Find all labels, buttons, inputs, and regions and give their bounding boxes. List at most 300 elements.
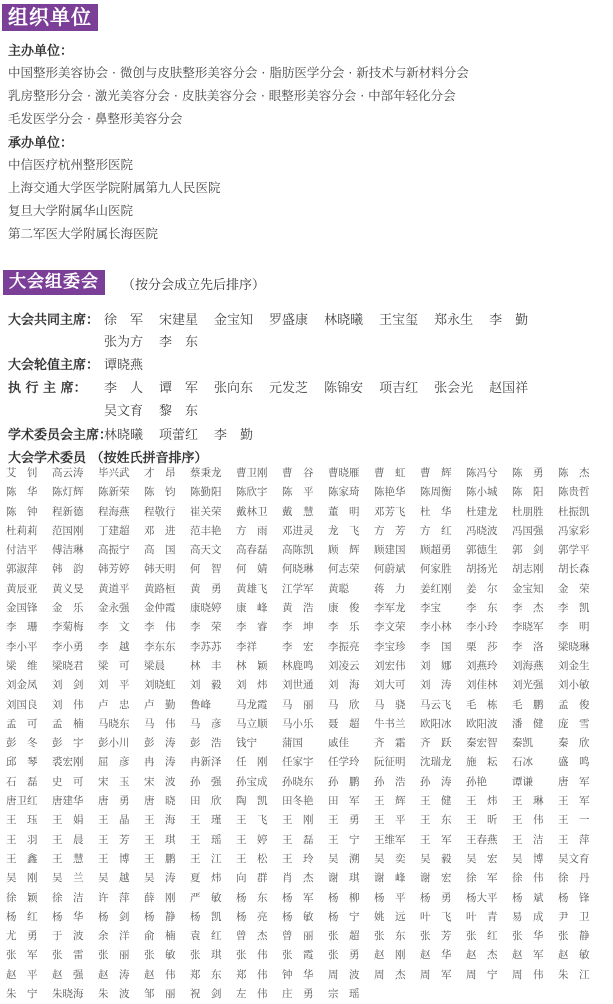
member-name: 齐 霜 [374, 737, 406, 750]
member-name: 张 琪 [190, 949, 222, 962]
member-name: 马 欣 [328, 698, 360, 711]
member-name: 李 东 [466, 602, 498, 615]
member-name: 高云涛 [52, 467, 84, 479]
member-name: 杨 锋 [558, 891, 590, 904]
members-grid [6, 464, 606, 1004]
member-name: 杨 敏 [282, 910, 314, 923]
member-name: 杜朋胜 [512, 505, 544, 518]
member-name: 卢 勤 [144, 698, 176, 711]
member-name: 周 波 [328, 968, 360, 981]
member-name: 陈 华 [6, 486, 38, 499]
co-chair-name: 张为方 [104, 335, 144, 350]
member-name: 吴 博 [512, 852, 544, 865]
member-name: 蒲国 [282, 737, 314, 750]
member-name: 杨 红 [6, 910, 38, 923]
member-name: 郭德生 [466, 544, 498, 557]
member-name: 邹 丽 [144, 988, 176, 1001]
member-name: 杨 凯 [190, 910, 222, 923]
member-name: 李小玲 [466, 621, 498, 634]
member-name: 李宝 [420, 602, 452, 615]
member-name: 林 颖 [236, 659, 268, 672]
member-name: 康 峰 [236, 602, 268, 615]
members-label-text: 大会学术委员 [8, 451, 87, 466]
member-name: 毕兴武 [98, 467, 130, 479]
member-name: 阮征明 [374, 756, 406, 769]
member-name: 夏 炜 [190, 872, 222, 885]
co-chair-name: 林晓曦 [324, 313, 364, 328]
member-name: 叶 飞 [420, 910, 452, 923]
member-name: 梁晓君 [52, 659, 84, 672]
executive-chair-name: 张会光 [434, 381, 474, 396]
member-name: 王 慧 [52, 852, 84, 865]
member-name: 朱 江 [558, 968, 590, 981]
member-name: 杨 亮 [236, 910, 268, 923]
member-name: 刘 炜 [236, 679, 268, 692]
member-name: 杜 华 [420, 505, 452, 518]
member-name: 龙 飞 [328, 524, 360, 537]
member-name: 孙艳 [466, 775, 487, 788]
member-name: 何 智 [190, 563, 222, 576]
member-name: 梁 可 [98, 659, 130, 672]
executive-chair-names [104, 377, 544, 396]
member-name: 刘大可 [374, 679, 406, 692]
member-name: 钱宁 [236, 737, 257, 750]
member-name: 冉新泽 [190, 756, 222, 769]
executive-chair-label: 执 行 主 席： [8, 381, 87, 396]
member-name: 史 可 [52, 775, 84, 788]
member-name: 陈 钧 [144, 486, 176, 499]
member-name: 丁建超 [98, 524, 130, 537]
member-name: 戴林卫 [236, 505, 268, 518]
member-name: 唐 勇 [98, 795, 130, 808]
member-name: 徐 颖 [6, 891, 38, 904]
member-name: 吴 刚 [6, 872, 38, 885]
member-name: 姜 尔 [466, 582, 498, 595]
member-name: 彭 浩 [190, 737, 222, 750]
member-name: 金永强 [98, 602, 130, 615]
co-chair-name: 罗盛康 [269, 313, 309, 328]
member-name: 孙 浩 [374, 775, 406, 788]
executive-chair-name: 谭 军 [159, 381, 199, 396]
member-name: 胡志刚 [512, 563, 544, 576]
member-name: 王 松 [236, 852, 268, 865]
undertake-line-4: 第二军医大学附属长海医院 [8, 226, 159, 241]
member-name: 张 勇 [328, 949, 360, 962]
member-name: 屈 彦 [98, 756, 130, 769]
member-name: 刘 娜 [420, 659, 452, 672]
member-name: 王 珏 [6, 814, 38, 827]
member-name: 杨 东 [236, 891, 268, 904]
member-name: 王 婷 [236, 833, 268, 846]
member-name: 于 波 [52, 930, 84, 943]
executive-chair-name: 项吉红 [379, 381, 419, 396]
member-name: 张 静 [558, 930, 590, 943]
member-name: 陈欣宇 [236, 486, 268, 499]
member-name: 彭 宇 [52, 737, 84, 750]
academic-chair-label: 学术委员会主席： [8, 428, 113, 443]
member-name: 李宝珍 [374, 640, 406, 653]
member-name: 易 成 [512, 910, 544, 923]
co-chair-name: 金宝知 [214, 313, 254, 328]
member-name: 彭小川 [98, 737, 130, 750]
member-name: 杨大平 [466, 891, 498, 904]
member-name: 冯家彩 [558, 524, 590, 537]
member-name: 秦凯 [512, 737, 533, 750]
member-name: 王 军 [420, 833, 452, 846]
member-name: 顾建国 [374, 544, 406, 557]
member-name: 胡长森 [558, 563, 590, 576]
member-name: 梁 维 [6, 659, 38, 672]
member-name: 杨 斌 [512, 891, 544, 904]
member-name: 马 丽 [282, 698, 314, 711]
member-name: 齐 跃 [420, 737, 452, 750]
member-name: 孙宝成 [236, 775, 268, 788]
member-name: 赵 华 [420, 949, 452, 962]
member-name: 范国刚 [52, 524, 84, 537]
member-name: 孟 可 [6, 717, 38, 730]
member-name: 鲁峰 [190, 698, 211, 711]
member-name: 方 芳 [374, 524, 406, 537]
member-name: 金 乐 [52, 602, 84, 615]
member-name: 李小林 [420, 621, 452, 634]
member-name: 王 琪 [144, 833, 176, 846]
executive-chair-name: 吴文育 [104, 404, 144, 419]
member-name: 杜建龙 [466, 505, 498, 518]
member-name: 金国锋 [6, 602, 38, 615]
member-name: 唐 晓 [144, 795, 176, 808]
co-chair-name: 徐 军 [104, 313, 144, 328]
member-name: 王 一 [558, 814, 590, 827]
member-name: 孙 鹏 [328, 775, 360, 788]
member-name: 谭谦 [512, 775, 533, 788]
member-name: 康 俊 [328, 602, 360, 615]
member-name: 聂 超 [328, 717, 360, 730]
member-name: 何家胜 [420, 563, 452, 576]
member-name: 王维军 [374, 833, 406, 846]
member-name: 陈 勇 [512, 467, 544, 479]
member-name: 周 宁 [466, 968, 498, 981]
member-name: 程海燕 [98, 505, 130, 518]
member-name: 任家宇 [282, 756, 314, 769]
member-name: 栗 莎 [466, 640, 498, 653]
member-name: 王 瑾 [190, 814, 222, 827]
member-name: 方 雨 [236, 524, 268, 537]
member-name: 吴 溯 [328, 852, 360, 865]
member-name: 杨 宁 [328, 910, 360, 923]
member-name: 何 婧 [236, 563, 268, 576]
member-name: 顾超勇 [420, 544, 452, 557]
member-name: 刘凌云 [328, 659, 360, 672]
member-name: 周 伟 [512, 968, 544, 981]
member-name: 王 琳 [512, 795, 544, 808]
co-chair-name: 李 勤 [489, 313, 529, 328]
member-name: 黄 勇 [190, 582, 222, 595]
member-name: 杨 静 [144, 910, 176, 923]
member-name: 陈 钟 [6, 505, 38, 518]
member-name: 戴 慧 [282, 505, 314, 518]
member-name: 刘燕玲 [466, 659, 498, 672]
undertake-line-2: 上海交通大学医学院附属第九人民医院 [8, 180, 221, 195]
member-name: 王 玲 [282, 852, 314, 865]
member-name: 李小勇 [52, 640, 84, 653]
member-name: 尹 卫 [558, 910, 590, 923]
member-name: 李 杰 [512, 602, 544, 615]
member-name: 李苏苏 [190, 640, 222, 653]
member-name: 曹卫刚 [236, 467, 268, 479]
member-name: 杨 剑 [98, 910, 130, 923]
member-name: 方 红 [420, 524, 452, 537]
member-name: 马云飞 [420, 698, 452, 711]
members-note: （按姓氏拼音排序） [90, 451, 208, 466]
member-name: 宋 波 [144, 775, 176, 788]
member-name: 徐 伟 [512, 872, 544, 885]
member-name: 叶 青 [466, 910, 498, 923]
member-name: 李文荣 [374, 621, 406, 634]
member-name: 施 耘 [466, 756, 498, 769]
member-name: 杨 华 [52, 910, 84, 923]
member-name: 王 磊 [282, 833, 314, 846]
member-name: 王春燕 [466, 833, 498, 846]
member-name: 唐卫红 [6, 795, 38, 808]
member-name: 沈瑞龙 [420, 756, 452, 769]
member-name: 王 平 [374, 814, 406, 827]
member-name: 赵 敏 [558, 949, 590, 962]
member-name: 王 辉 [374, 795, 406, 808]
member-name: 郭学平 [558, 544, 590, 557]
member-name: 王 江 [190, 852, 222, 865]
member-name: 王 晨 [52, 833, 84, 846]
member-name: 杨 柳 [328, 891, 360, 904]
member-name: 石冰 [512, 756, 533, 769]
member-name: 杨 军 [282, 891, 314, 904]
member-name: 才 昂 [144, 467, 176, 479]
member-name: 徐 丹 [558, 872, 590, 885]
member-name: 朱晓海 [52, 988, 84, 1001]
member-name: 何晓琳 [282, 563, 314, 576]
member-name: 张 伟 [236, 949, 268, 962]
member-name: 李晓军 [512, 621, 544, 634]
member-name: 赵 涛 [98, 968, 130, 981]
member-name: 左 伟 [236, 988, 268, 1001]
member-name: 谢 峰 [374, 872, 406, 885]
host-line-2: 乳房整形分会 · 激光美容分会 · 皮肤美容分会 · 眼整形美容分会 · 中部年轻化分会 [8, 88, 456, 103]
member-name: 赵 伟 [144, 968, 176, 981]
member-name: 赵 杰 [466, 949, 498, 962]
member-name: 孙晓东 [282, 775, 314, 788]
member-name: 戚佳 [328, 737, 349, 750]
member-name: 刘佳林 [466, 679, 498, 692]
member-name: 张 华 [512, 930, 544, 943]
member-name: 黄 浩 [282, 602, 314, 615]
rotating-chair-label: 大会轮值主席： [8, 358, 100, 373]
member-name: 杨 平 [374, 891, 406, 904]
member-name: 毛 栋 [466, 698, 498, 711]
member-name: 刘 海 [328, 679, 360, 692]
co-chair-names [104, 309, 544, 328]
member-name: 王 伟 [512, 814, 544, 827]
member-name: 程新德 [52, 505, 84, 518]
member-name: 刘 涛 [420, 679, 452, 692]
member-name: 赵 强 [52, 968, 84, 981]
member-name: 郑 东 [190, 968, 222, 981]
member-name: 黄路桓 [144, 582, 176, 595]
member-name: 袁 红 [190, 930, 222, 943]
member-name: 胡扬光 [466, 563, 498, 576]
member-name: 王 炜 [466, 795, 498, 808]
member-name: 徐 军 [466, 872, 498, 885]
member-name: 吴 毅 [420, 852, 452, 865]
member-name: 李 国 [420, 640, 452, 653]
member-name: 黄义旻 [52, 582, 84, 595]
member-name: 梁晓琳 [558, 640, 590, 653]
member-name: 邓芳飞 [374, 505, 406, 518]
member-name: 朱 宁 [6, 988, 38, 1001]
member-name: 蒋 力 [374, 582, 406, 595]
member-name: 吴文育 [558, 852, 590, 865]
executive-chair-name: 黎 东 [159, 404, 199, 419]
co-chair-name: 李 东 [159, 335, 199, 350]
member-name: 田 欣 [190, 795, 222, 808]
member-name: 张 敏 [144, 949, 176, 962]
member-name: 孙 涛 [420, 775, 452, 788]
executive-chair-name: 元发芝 [269, 381, 309, 396]
academic-chair-names [104, 424, 269, 443]
member-name: 金 荣 [558, 582, 590, 595]
member-name: 马龙霞 [236, 698, 268, 711]
member-name: 陈艳华 [374, 486, 406, 499]
member-name: 盛 鸣 [558, 756, 590, 769]
member-name: 王 宁 [328, 833, 360, 846]
undertake-line-3: 复旦大学附属华山医院 [8, 203, 134, 218]
member-name: 欧阳冰 [420, 717, 452, 730]
member-name: 冯国强 [512, 524, 544, 537]
member-name: 陈灯辉 [52, 486, 84, 499]
undertake-line-1: 中信医疗杭州整形医院 [8, 157, 134, 172]
member-name: 向 群 [236, 872, 268, 885]
member-name: 宋 玉 [98, 775, 130, 788]
member-name: 杜莉莉 [6, 524, 38, 537]
member-name: 陈家琦 [328, 486, 360, 499]
member-name: 王 刚 [282, 814, 314, 827]
member-name: 王 萍 [558, 833, 590, 846]
member-name: 余 洋 [98, 930, 130, 943]
member-name: 刘金生 [558, 659, 590, 672]
member-name: 张 东 [374, 930, 406, 943]
member-name: 庞 雪 [558, 717, 590, 730]
member-name: 薛 刚 [144, 891, 176, 904]
member-name: 曹 虹 [374, 467, 406, 479]
member-name: 张 超 [328, 930, 360, 943]
co-chair-name: 宋建星 [159, 313, 199, 328]
member-name: 刘宏伟 [374, 659, 406, 672]
member-name: 吴 兰 [52, 872, 84, 885]
member-name: 张 霞 [282, 949, 314, 962]
member-name: 郭淑萍 [6, 563, 38, 576]
member-name: 秦 欣 [558, 737, 590, 750]
committee-note: （按分会成立先后排序） [122, 278, 266, 293]
member-name: 徐 洁 [52, 891, 84, 904]
member-name: 高陈凯 [282, 544, 314, 557]
member-name: 马晓东 [98, 717, 130, 730]
member-name: 秦宏智 [466, 737, 498, 750]
member-name: 李振亮 [328, 640, 360, 653]
member-name: 王 昕 [466, 814, 498, 827]
member-name: 金仲霞 [144, 602, 176, 615]
member-name: 张 军 [6, 949, 38, 962]
member-name: 潘 健 [512, 717, 544, 730]
executive-chair-name: 张向东 [214, 381, 254, 396]
member-name: 黄聪 [328, 582, 349, 595]
member-name: 梁晨 [144, 659, 165, 672]
member-name: 陈冯兮 [466, 467, 498, 479]
member-name: 李 乐 [328, 621, 360, 634]
member-name: 刘金凤 [6, 679, 38, 692]
member-name: 孟 楠 [52, 717, 84, 730]
host-label: 主办单位： [8, 44, 74, 59]
member-name: 严 敏 [190, 891, 222, 904]
member-name: 王 洁 [512, 833, 544, 846]
member-name: 杨 勇 [420, 891, 452, 904]
member-name: 陈 阳 [512, 486, 544, 499]
member-name: 曹 辉 [420, 467, 452, 479]
member-name: 陈勤阳 [190, 486, 222, 499]
rotating-chair-names [104, 354, 159, 373]
member-name: 李 洛 [512, 640, 544, 653]
member-name: 赵 平 [6, 968, 38, 981]
member-name: 范丰艳 [190, 524, 222, 537]
member-name: 李 荣 [190, 621, 222, 634]
member-name: 郑 伟 [236, 968, 268, 981]
member-name: 姜红刚 [420, 582, 452, 595]
member-name: 黄雄飞 [236, 582, 268, 595]
member-name: 李东东 [144, 640, 176, 653]
academic-chair-name: 林晓曦 [104, 428, 144, 443]
member-name: 田冬艳 [282, 795, 314, 808]
executive-chair-name: 李 人 [104, 381, 144, 396]
member-name: 崔关荣 [190, 505, 222, 518]
member-name: 祝 剑 [190, 988, 222, 1001]
member-name: 刘 平 [98, 679, 130, 692]
member-name: 郭 剑 [512, 544, 544, 557]
committee-banner: 大会组委会 [3, 270, 105, 295]
member-name: 江学军 [282, 582, 314, 595]
member-name: 石 磊 [6, 775, 38, 788]
member-name: 李小平 [6, 640, 38, 653]
member-name: 陈贵哲 [558, 486, 590, 499]
member-name: 李菊梅 [52, 621, 84, 634]
member-name: 刘 毅 [190, 679, 222, 692]
member-name: 唐建华 [52, 795, 84, 808]
member-name: 高春磊 [236, 544, 268, 557]
member-name: 刘光强 [512, 679, 544, 692]
member-name: 李祥 [236, 640, 257, 653]
member-name: 程敬行 [144, 505, 176, 518]
member-name: 毛 鹏 [512, 698, 544, 711]
member-name: 邱 琴 [6, 756, 38, 769]
co-chair-names-2 [104, 331, 214, 350]
rotating-chair-name: 谭晓燕 [104, 358, 144, 373]
member-name: 陈周衡 [420, 486, 452, 499]
member-name: 李 明 [558, 621, 590, 634]
member-name: 邓进灵 [282, 524, 314, 537]
member-name: 冉 涛 [144, 756, 176, 769]
member-name: 蔡秉龙 [190, 467, 222, 479]
member-name: 王 东 [420, 814, 452, 827]
member-name: 李 宏 [282, 640, 314, 653]
member-name: 王 军 [558, 795, 590, 808]
executive-chair-name: 赵国祥 [489, 381, 529, 396]
member-name: 庄 勇 [282, 988, 314, 1001]
